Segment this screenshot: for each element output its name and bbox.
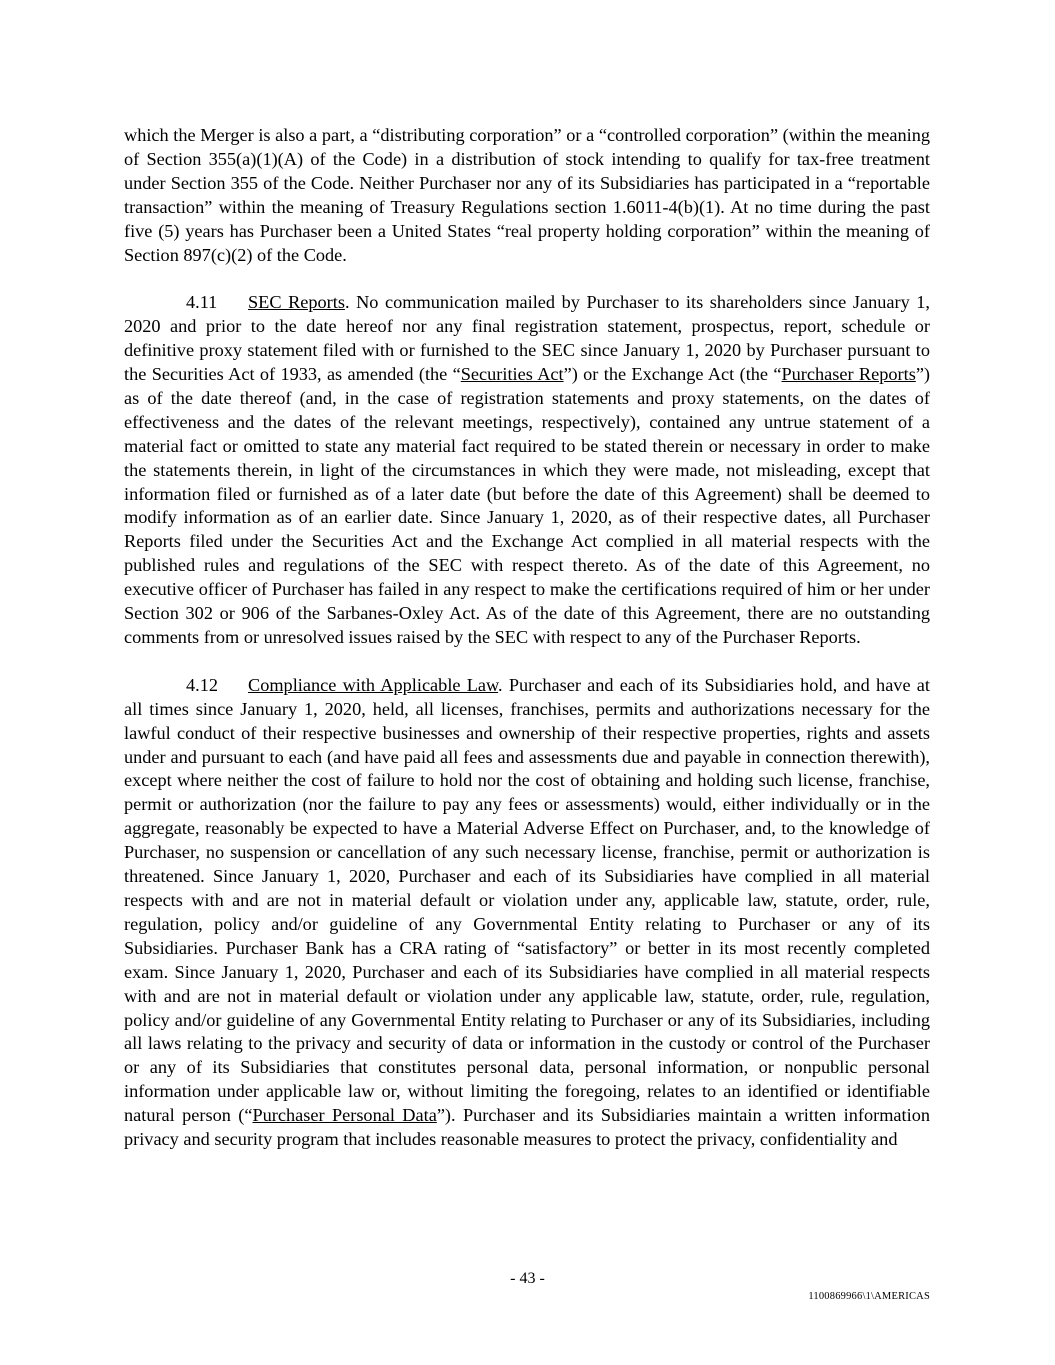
paragraph-text: which the Merger is also a part, a “distributing corporation” or a “controlled corporation” (within the meaning of Section 355(a)(1)(A) of the Code) in a distribution of stock intending to qualify for tax-free treatment under Section 355 of the Code. Neither Purchaser nor any of its Subsidiaries has participated in a “reportable transaction” within the meaning of Treasury Regulations section 1.6011-4(b)(1). At no time during the past five (5) years has Purchaser been a United States “real property holding corporation” within the meaning of Section 897(c)(2) of the Code. <box>124 125 930 265</box>
defined-term: Securities Act <box>460 364 564 385</box>
section-text: . Purchaser and each of its Subsidiaries hold, and have at all times since January 1, 2020, held, all licenses, franchises, permits and authorizations necessary for the lawful conduct of their respective businesses and ownership of their respective properties, rights and assets under and pursuant to each (and have paid all fees and assessments due and payable in connection therewith), except where neither the cost of failure to hold nor the cost of obtaining and holding such license, franchise, permit or authorization (nor the failure to pay any fees or assessments) would, either individually or in the aggregate, reasonably be expected to have a Material Adverse Effect on Purchaser, and, to the knowledge of Purchaser, no suspension or cancellation of any such necessary license, franchise, permit or authorization is threatened. Since January 1, 2020, Purchaser and each of its Subsidiaries have complied in all material respects with and are not in material default or violation under any, applicable law, statute, order, rule, regulation, policy and/or guideline of any Governmental Entity relating to Purchaser or any of its Subsidiaries. Purchaser Bank has a CRA rating of “satisfactory” or better in its most recently completed exam. Since January 1, 2020, Purchaser and each of its Subsidiaries have complied in all material respects with and are not in material default or violation under any applicable law, statute, order, rule, regulation, policy and/or guideline of any Governmental Entity relating to Purchaser or any of its Subsidiaries, including all laws relating to the privacy and security of data or information in the custody or control of the Purchaser or any of its Subsidiaries that constitutes personal data, personal information, or nonpublic personal information under applicable law or, without limiting the foregoing, relates to an identified or identifiable natural person (“ <box>124 674 930 1126</box>
paragraph-continuation <box>124 124 930 267</box>
document-id: 1100869966\1\AMERICAS <box>808 1291 930 1302</box>
section-heading: Compliance with Applicable Law <box>248 674 499 695</box>
section-text: ”). Purchaser and its Subsidiaries maintain a written information privacy and security program that includes reasonable measures to protect the privacy, confidentiality and <box>124 1105 930 1150</box>
section-number: 4.12 <box>186 674 218 695</box>
section-text: ”) or the Exchange Act (the “ <box>563 364 782 385</box>
section-number: 4.11 <box>186 292 218 313</box>
section-text: ”) as of the date thereof (and, in the case of registration statements and proxy statements, on the dates of effectiveness and the dates of the relevant meetings, respectively), contained any untrue statement of a material fact or omitted to state any material fact required to be stated therein or necessary in order to make the statements therein, in light of the circumstances in which they were made, not misleading, except that information filed or furnished as of a later date (but before the date of this Agreement) shall be deemed to modify information as of an earlier date. Since January 1, 2020, as of their respective dates, all Purchaser Reports filed under the Securities Act and the Exchange Act complied in all material respects with the published rules and regulations of the SEC with respect thereto. As of the date of this Agreement, no executive officer of Purchaser has failed in any respect to make the certifications required of him or her under Section 302 or 906 of the Sarbanes-Oxley Act. As of the date of this Agreement, there are no outstanding comments from or unresolved issues raised by the SEC with respect to any of the Purchaser Reports. <box>124 364 931 648</box>
defined-term: Purchaser Personal Data <box>252 1105 437 1126</box>
section-4-12 <box>124 674 930 1152</box>
section-4-11 <box>124 291 930 650</box>
defined-term: Purchaser Reports <box>781 364 916 385</box>
page-number: - 43 - <box>510 1270 545 1287</box>
section-text: . No communication mailed by Purchaser to its shareholders since January 1, 2020 and prior to the date hereof nor any final registration statement, prospectus, report, schedule or definitive proxy statement filed with or furnished to the SEC since January 1, 2020 by Purchaser pursuant to the Securities Act of 1933, as amended (the “ <box>124 292 930 385</box>
section-heading: SEC Reports <box>248 292 345 313</box>
document-body <box>124 124 930 1152</box>
